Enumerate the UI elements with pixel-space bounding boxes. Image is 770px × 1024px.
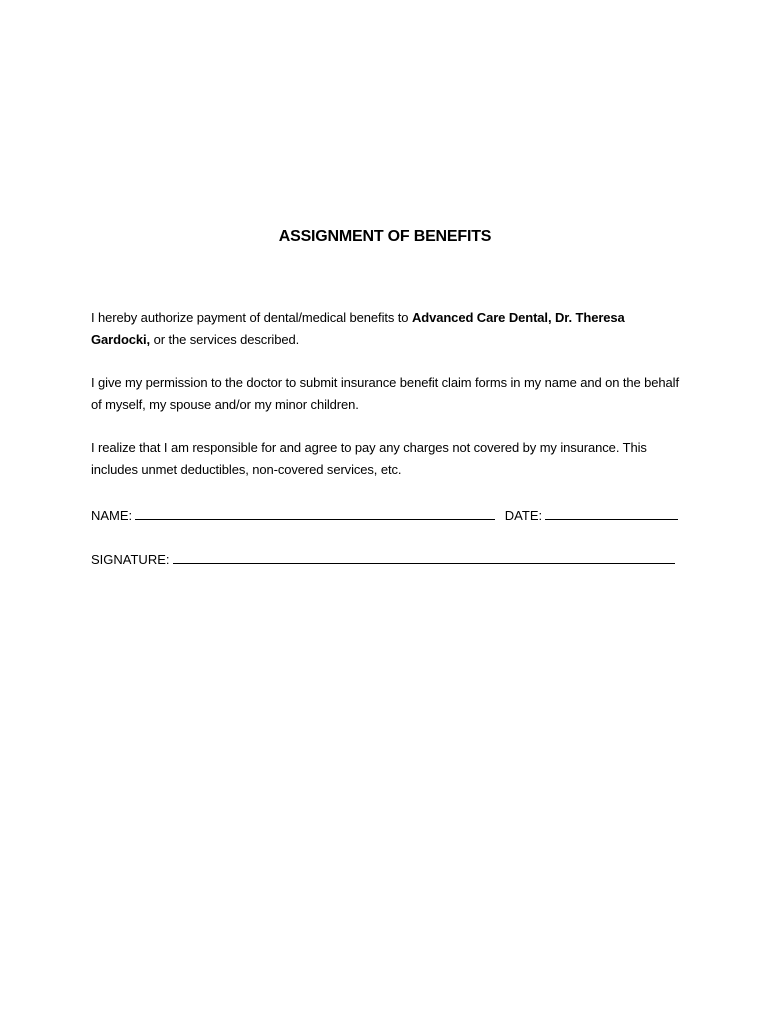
- signature-row: [91, 548, 675, 571]
- responsibility-paragraph: I realize that I am responsible for and agree to pay any charges not covered by my insurance. This includes unmet deductibles, non-covered services, etc.: [91, 440, 647, 477]
- authorization-text-end: or the services described.: [150, 332, 300, 347]
- provider-name: Advanced Care Dental, Dr. Theresa Gardocki,: [91, 310, 625, 347]
- document-title: ASSIGNMENT OF BENEFITS: [278, 228, 492, 245]
- authorization-paragraph: [91, 307, 681, 351]
- name-field[interactable]: [135, 504, 495, 520]
- date-label: DATE:: [504, 508, 543, 523]
- signature-label: SIGNATURE:: [91, 552, 170, 567]
- name-label: NAME:: [91, 508, 133, 523]
- signature-field[interactable]: [173, 548, 675, 564]
- name-date-row: [91, 504, 678, 527]
- date-field[interactable]: [545, 504, 678, 520]
- permission-paragraph: I give my permission to the doctor to submit insurance benefit claim forms in my name and on the behalf of myself, my spouse and/or my minor children.: [91, 375, 679, 412]
- authorization-text-start: I hereby authorize payment of dental/medical benefits to: [91, 310, 412, 325]
